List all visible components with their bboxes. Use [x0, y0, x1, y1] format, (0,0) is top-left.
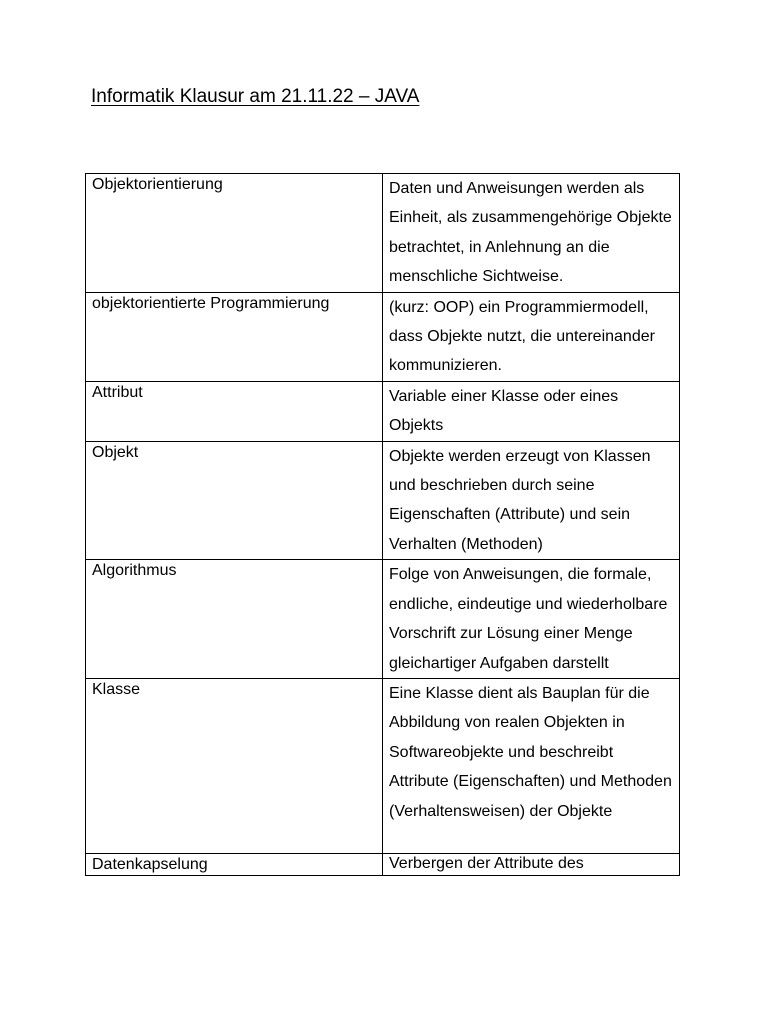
table-row — [86, 174, 680, 293]
table-row — [86, 560, 680, 679]
definition-cell: (kurz: OOP) ein Programmiermodell, dass Objekte nutzt, die untereinander kommunizieren. — [383, 292, 680, 381]
table-row — [86, 381, 680, 441]
glossary-table — [85, 173, 680, 876]
table-row — [86, 678, 680, 853]
definition-cell: Eine Klasse dient als Bauplan für die Abbildung von realen Objekten in Softwareobjekte und beschreibt Attribute (Eigenschaften) und Methoden (Verhaltensweisen) der Objekte — [383, 678, 680, 853]
page-title: Informatik Klausur am 21.11.22 – JAVA — [91, 86, 420, 107]
term-cell: Objektorientierung — [86, 174, 383, 293]
term-cell: Algorithmus — [86, 560, 383, 679]
table-row — [86, 441, 680, 560]
term-cell: Attribut — [86, 381, 383, 441]
definition-cell: Objekte werden erzeugt von Klassen und beschrieben durch seine Eigenschaften (Attribute) und sein Verhalten (Methoden) — [383, 441, 680, 560]
term-cell: Datenkapselung — [86, 853, 383, 875]
term-cell: Klasse — [86, 678, 383, 853]
definition-cell: Daten und Anweisungen werden als Einheit, als zusammengehörige Objekte betrachtet, in Anlehnung an die menschliche Sichtweise. — [383, 174, 680, 293]
table-row — [86, 292, 680, 381]
definition-cell: Verbergen der Attribute des — [383, 853, 680, 875]
term-cell: Objekt — [86, 441, 383, 560]
definition-cell: Variable einer Klasse oder eines Objekts — [383, 381, 680, 441]
table-row — [86, 853, 680, 875]
term-cell: objektorientierte Programmierung — [86, 292, 383, 381]
definition-cell: Folge von Anweisungen, die formale, endliche, eindeutige und wiederholbare Vorschrift zur Lösung einer Menge gleichartiger Aufgaben darstellt — [383, 560, 680, 679]
